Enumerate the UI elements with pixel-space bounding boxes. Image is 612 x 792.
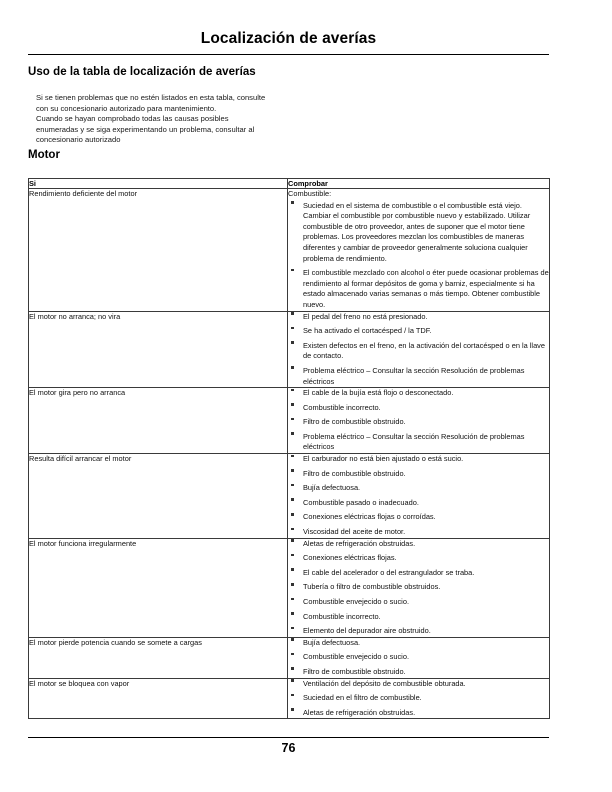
bullet-icon xyxy=(291,554,294,557)
intro-line: con su concesionario autorizado para mantenimiento. xyxy=(36,103,217,113)
page-number: 76 xyxy=(281,741,296,755)
intro-line: concesionario autorizado xyxy=(36,135,121,145)
check-bullet-item xyxy=(288,432,549,453)
bullet-icon xyxy=(291,539,294,542)
footer-divider xyxy=(28,737,549,738)
check-lead-text: Combustible: xyxy=(288,189,332,198)
column-header-check: Comprobar xyxy=(288,179,550,189)
check-bullet-list xyxy=(288,201,549,311)
check-bullet-text: Se ha activado el cortacésped / la TDF. xyxy=(303,326,432,336)
check-bullet-item xyxy=(288,483,549,494)
table-row xyxy=(29,538,550,637)
bullet-icon xyxy=(291,403,294,406)
bullet-icon xyxy=(291,627,294,630)
check-cell xyxy=(288,538,550,637)
check-bullet-item xyxy=(288,366,549,387)
check-bullet-text: El cable de la bujía está flojo o desconectado. xyxy=(303,388,454,398)
subsection-heading-motor: Motor xyxy=(28,149,60,161)
check-bullet-item xyxy=(288,667,549,678)
check-bullet-text: El carburador no está bien ajustado o está sucio. xyxy=(303,454,464,464)
bullet-icon xyxy=(291,708,294,711)
table-row xyxy=(29,189,550,312)
bullet-icon xyxy=(291,341,294,344)
check-bullet-list xyxy=(288,638,549,678)
check-bullet-text: Problema eléctrico – Consultar la sección Resolución de problemas eléctricos xyxy=(303,431,525,452)
check-cell xyxy=(288,388,550,454)
table-row xyxy=(29,388,550,454)
symptom-cell: Resulta difícil arrancar el motor xyxy=(29,454,288,539)
table-header-row xyxy=(29,179,550,189)
bullet-icon xyxy=(291,432,294,435)
check-bullet-text: Existen defectos en el freno, en la activación del cortacésped o en la llave de contacto. xyxy=(303,340,545,361)
check-bullet-item xyxy=(288,454,549,465)
check-bullet-text: Filtro de combustible obstruido. xyxy=(303,468,406,478)
check-bullet-list xyxy=(288,312,549,388)
bullet-icon xyxy=(291,694,294,697)
bullet-icon xyxy=(291,201,294,204)
check-bullet-item xyxy=(288,626,549,637)
column-header-if: Si xyxy=(29,179,288,189)
table-row xyxy=(29,311,550,388)
bullet-icon xyxy=(291,583,294,586)
check-bullet-text: Suciedad en el sistema de combustible o el combustible está viejo. Cambiar el combustible por combustible nuevo y estabilizado. Utilizar combustible de otro proveedor, antes de suponer que el motor tiene problemas. Los proveedores mezclan los combustibles de maneras diferentes y cambiar de proveedor generalmente soluciona cualquier problema de rendimiento. xyxy=(303,200,531,263)
bullet-icon xyxy=(291,667,294,670)
check-bullet-item xyxy=(288,268,549,310)
check-bullet-item xyxy=(288,201,549,265)
check-bullet-text: Combustible incorrecto. xyxy=(303,611,381,621)
check-bullet-text: Conexiones eléctricas flojas. xyxy=(303,553,397,563)
bullet-icon xyxy=(291,389,294,392)
bullet-icon xyxy=(291,513,294,516)
check-bullet-item xyxy=(288,638,549,649)
check-bullet-text: Combustible incorrecto. xyxy=(303,402,381,412)
table-row xyxy=(29,637,550,678)
section-heading: Uso de la tabla de localización de averías xyxy=(28,66,256,78)
check-bullet-item xyxy=(288,597,549,608)
bullet-icon xyxy=(291,568,294,571)
page-title: Localización de averías xyxy=(200,30,377,47)
check-bullet-item xyxy=(288,469,549,480)
intro-line: enumeradas y se siga experimentando un problema, consultar al xyxy=(36,124,255,134)
check-bullet-item xyxy=(288,527,549,538)
check-bullet-item xyxy=(288,512,549,523)
bullet-icon xyxy=(291,653,294,656)
check-bullet-item xyxy=(288,553,549,564)
check-bullet-list xyxy=(288,388,549,453)
check-bullet-list xyxy=(288,539,549,637)
check-bullet-item xyxy=(288,612,549,623)
check-bullet-text: Aletas de refrigeración obstruidas. xyxy=(303,707,416,717)
check-cell xyxy=(288,637,550,678)
bullet-icon xyxy=(291,528,294,531)
check-bullet-list xyxy=(288,679,549,719)
bullet-icon xyxy=(291,366,294,369)
intro-line: Si se tienen problemas que no estén listados en esta tabla, consulte xyxy=(36,93,266,102)
check-cell xyxy=(288,454,550,539)
intro-line: Cuando se hayan comprobado todas las causas posibles xyxy=(36,114,229,124)
check-bullet-text: El cable del acelerador o del estrangulador se traba. xyxy=(303,567,475,577)
check-bullet-text: Aletas de refrigeración obstruidas. xyxy=(303,538,416,548)
check-bullet-text: Suciedad en el filtro de combustible. xyxy=(303,693,422,703)
check-bullet-item xyxy=(288,341,549,362)
check-bullet-item xyxy=(288,417,549,428)
check-bullet-text: Tubería o filtro de combustible obstruidos. xyxy=(303,582,441,592)
bullet-icon xyxy=(291,612,294,615)
check-bullet-item xyxy=(288,498,549,509)
check-bullet-text: Ventilación del depósito de combustible obturada. xyxy=(303,678,466,688)
troubleshooting-table-wrapper xyxy=(28,178,549,719)
check-bullet-item xyxy=(288,312,549,323)
symptom-cell: El motor gira pero no arranca xyxy=(29,388,288,454)
check-bullet-text: Viscosidad del aceite de motor. xyxy=(303,527,406,537)
bullet-icon xyxy=(291,455,294,458)
title-divider xyxy=(28,54,549,55)
bullet-icon xyxy=(291,312,294,315)
check-bullet-item xyxy=(288,693,549,704)
check-bullet-item xyxy=(288,708,549,719)
symptom-cell: Rendimiento deficiente del motor xyxy=(29,189,288,312)
check-bullet-text: Combustible envejecido o sucio. xyxy=(303,597,409,606)
symptom-cell: El motor funciona irregularmente xyxy=(29,538,288,637)
symptom-cell: El motor no arranca; no vira xyxy=(29,311,288,388)
bullet-icon xyxy=(291,598,294,601)
table-row xyxy=(29,678,550,719)
bullet-icon xyxy=(291,484,294,487)
check-bullet-text: Problema eléctrico – Consultar la sección Resolución de problemas eléctricos xyxy=(303,365,525,386)
check-cell xyxy=(288,311,550,388)
check-bullet-item xyxy=(288,326,549,337)
check-bullet-list xyxy=(288,454,549,538)
check-bullet-item xyxy=(288,679,549,690)
check-bullet-text: Bujía defectuosa. xyxy=(303,483,361,493)
check-bullet-text: Combustible pasado o inadecuado. xyxy=(303,497,419,507)
table-row xyxy=(29,454,550,539)
check-bullet-text: El combustible mezclado con alcohol o éter puede ocasionar problemas de rendimiento al formar depósitos de goma y barniz, especialmente si ha estado almacenado varias semanas o más tiempo. Obtener combustible nuevo. xyxy=(303,268,549,309)
check-bullet-item xyxy=(288,539,549,550)
check-cell xyxy=(288,189,550,312)
table-body xyxy=(29,189,550,719)
intro-paragraph xyxy=(36,93,336,146)
check-bullet-text: Conexiones eléctricas flojas o corroídas. xyxy=(303,512,436,522)
bullet-icon xyxy=(291,469,294,472)
check-bullet-item xyxy=(288,403,549,414)
check-bullet-text: Filtro de combustible obstruido. xyxy=(303,666,406,676)
bullet-icon xyxy=(291,498,294,501)
bullet-icon xyxy=(291,269,294,272)
symptom-cell: El motor pierde potencia cuando se somete a cargas xyxy=(29,637,288,678)
symptom-cell: El motor se bloquea con vapor xyxy=(29,678,288,719)
check-bullet-text: Filtro de combustible obstruido. xyxy=(303,417,406,427)
troubleshooting-table xyxy=(28,178,550,719)
check-bullet-item xyxy=(288,582,549,593)
bullet-icon xyxy=(291,679,294,682)
bullet-icon xyxy=(291,327,294,330)
check-bullet-item xyxy=(288,568,549,579)
bullet-icon xyxy=(291,418,294,421)
check-bullet-item xyxy=(288,652,549,663)
check-bullet-item xyxy=(288,388,549,399)
check-bullet-text: Elemento del depurador aire obstruido. xyxy=(303,626,431,636)
check-bullet-text: Combustible envejecido o sucio. xyxy=(303,652,409,662)
check-cell xyxy=(288,678,550,719)
bullet-icon xyxy=(291,638,294,641)
check-bullet-text: Bujía defectuosa. xyxy=(303,637,361,647)
check-bullet-text: El pedal del freno no está presionado. xyxy=(303,311,428,321)
